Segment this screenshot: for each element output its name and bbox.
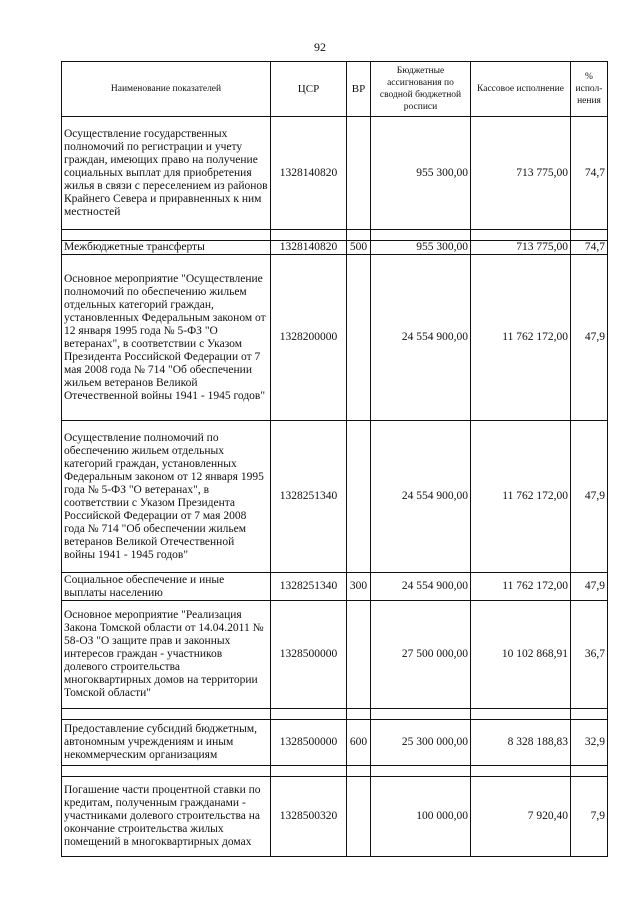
row-percent: 32,9	[571, 720, 608, 766]
row-allocated: 24 554 900,00	[371, 255, 471, 421]
row-vr	[347, 117, 371, 230]
table-row	[62, 117, 608, 230]
row-executed: 713 775,00	[471, 241, 571, 255]
row-percent: 36,7	[571, 601, 608, 709]
row-percent: 47,9	[571, 255, 608, 421]
table-row	[62, 720, 608, 766]
row-allocated: 24 554 900,00	[371, 421, 471, 573]
row-csr: 1328500000	[271, 720, 347, 766]
row-csr: 1328200000	[271, 255, 347, 421]
row-name: Осуществление полномочий по обеспечению жильем отдельных категорий граждан, установленных Федеральным законом от 12 января 1995 года № 5-ФЗ "О ветеранах", в соответствии с Указом Президента Российской Федерации от 7 мая 2008 года № 714 "Об обеспечении жильем ветеранов Великой Отечественной войны 1941 - 1945 годов"	[62, 421, 271, 573]
row-executed: 713 775,00	[471, 117, 571, 230]
row-csr: 1328500320	[271, 777, 347, 857]
row-name: Основное мероприятие "Осуществление полномочий по обеспечению жильем отдельных категорий граждан, установленных Федеральным законом от 12 января 1995 года № 5-ФЗ "О ветеранах", в соответствии с Указом Президента Российской Федерации от 7 мая 2008 года № 714 "Об обеспечении жильем ветеранов Великой Отечественной войны 1941 - 1945 годов"	[62, 255, 271, 421]
header-name: Наименование показателей	[62, 62, 271, 117]
row-vr: 600	[347, 720, 371, 766]
row-name: Погашение части процентной ставки по кредитам, полученным гражданами - участниками долевого строительства на окончание строительства жилых помещений в многоквартирных домах	[62, 777, 271, 857]
row-executed: 8 328 188,83	[471, 720, 571, 766]
row-allocated: 24 554 900,00	[371, 573, 471, 601]
row-percent: 47,9	[571, 573, 608, 601]
row-percent: 74,7	[571, 241, 608, 255]
page-number: 92	[314, 40, 326, 54]
row-name: Социальное обеспечение и иные выплаты населению	[62, 573, 271, 601]
row-vr	[347, 421, 371, 573]
row-csr: 1328140820	[271, 241, 347, 255]
row-csr: 1328140820	[271, 117, 347, 230]
row-spacer	[62, 230, 608, 241]
row-allocated: 955 300,00	[371, 241, 471, 255]
row-name: Предоставление субсидий бюджетным, автономным учреждениям и иным некоммерческим организациям	[62, 720, 271, 766]
budget-execution-table	[61, 61, 608, 857]
row-percent: 74,7	[571, 117, 608, 230]
row-executed: 10 102 868,91	[471, 601, 571, 709]
table-row	[62, 255, 608, 421]
row-vr: 500	[347, 241, 371, 255]
row-spacer	[62, 709, 608, 720]
header-percent: % испол-нения	[571, 62, 608, 117]
row-allocated: 27 500 000,00	[371, 601, 471, 709]
header-vr: ВР	[347, 62, 371, 117]
table-row	[62, 421, 608, 573]
row-name: Межбюджетные трансферты	[62, 241, 271, 255]
row-percent: 47,9	[571, 421, 608, 573]
row-vr	[347, 777, 371, 857]
table-row	[62, 241, 608, 255]
header-csr: ЦСР	[271, 62, 347, 117]
row-allocated: 25 300 000,00	[371, 720, 471, 766]
header-execution: Кассовое исполнение	[471, 62, 571, 117]
table-row	[62, 601, 608, 709]
row-vr	[347, 601, 371, 709]
row-allocated: 100 000,00	[371, 777, 471, 857]
row-executed: 11 762 172,00	[471, 421, 571, 573]
row-percent: 7,9	[571, 777, 608, 857]
row-name: Осуществление государственных полномочий по регистрации и учету граждан, имеющих право на получение социальных выплат для приобретения жилья в связи с переселением из районов Крайнего Севера и приравненных к ним местностей	[62, 117, 271, 230]
header-allocations: Бюджетные ассигнования по сводной бюджетной росписи	[371, 62, 471, 117]
row-spacer	[62, 766, 608, 777]
row-vr	[347, 255, 371, 421]
table-row	[62, 777, 608, 857]
row-executed: 7 920,40	[471, 777, 571, 857]
row-executed: 11 762 172,00	[471, 573, 571, 601]
row-csr: 1328251340	[271, 573, 347, 601]
row-vr: 300	[347, 573, 371, 601]
table-header-row	[62, 62, 608, 117]
row-executed: 11 762 172,00	[471, 255, 571, 421]
row-allocated: 955 300,00	[371, 117, 471, 230]
row-csr: 1328500000	[271, 601, 347, 709]
row-name: Основное мероприятие "Реализация Закона Томской области от 14.04.2011 № 58-ОЗ "О защите прав и законных интересов граждан - участников долевого строительства многоквартирных домов на территории Томской области"	[62, 601, 271, 709]
row-csr: 1328251340	[271, 421, 347, 573]
table-row	[62, 573, 608, 601]
